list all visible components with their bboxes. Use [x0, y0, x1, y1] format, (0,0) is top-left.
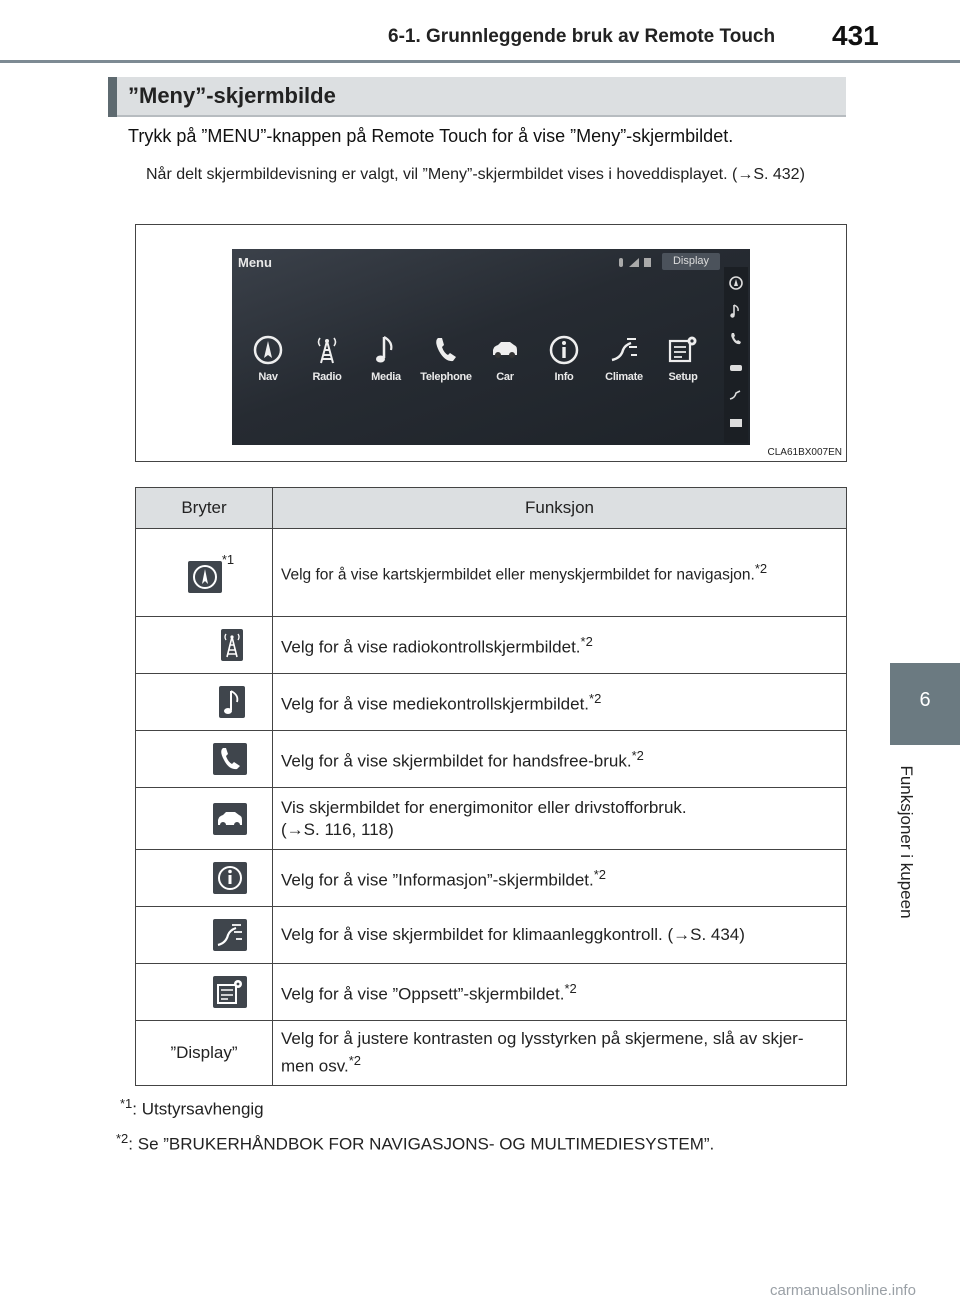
music-note-icon — [219, 686, 245, 718]
footnote-ref: *2 — [589, 691, 602, 707]
table-row — [136, 964, 847, 1021]
menu-icon-row — [236, 333, 716, 403]
watermark: carmanualsonline.info — [770, 1282, 916, 1299]
car-icon — [726, 357, 746, 377]
switch-function-table — [135, 487, 847, 1086]
climate-icon — [607, 333, 641, 367]
setup-icon — [213, 976, 247, 1008]
menu-item-label: Car — [496, 371, 514, 383]
menu-screen — [232, 249, 750, 445]
function-text: Velg for å vise radiokontrollskjermbildet. — [281, 637, 581, 657]
section-heading-text: ”Meny”-skjermbilde — [128, 83, 336, 108]
menu-item-setup[interactable] — [653, 333, 713, 403]
function-cell — [273, 964, 847, 1021]
figure-code: CLA61BX007EN — [767, 447, 842, 458]
table-row — [136, 731, 847, 788]
navigation-icon — [188, 561, 222, 593]
chapter-label: Funksjoner i kupeen — [897, 765, 916, 919]
section-heading — [108, 77, 846, 117]
screen-side-bar — [724, 267, 748, 443]
table-row — [136, 529, 847, 617]
page-number: 431 — [832, 20, 879, 51]
table-header-function: Funksjon — [273, 488, 847, 529]
footnote-ref: *2 — [580, 634, 593, 650]
switch-cell — [136, 529, 273, 617]
climate-icon — [213, 919, 247, 951]
function-text-continued: men osv. — [281, 1056, 349, 1076]
menu-item-label: Climate — [605, 371, 643, 383]
switch-cell — [136, 674, 273, 731]
function-text: Velg for å justere kontrasten og lysstyrken på skjermene, slå av skjer- — [281, 1029, 804, 1049]
navigation-icon — [726, 273, 746, 293]
section-heading-bar — [108, 77, 117, 117]
info-icon — [547, 333, 581, 367]
switch-cell — [136, 907, 273, 964]
function-cell — [273, 529, 847, 617]
status-icons — [617, 255, 657, 272]
info-icon — [213, 862, 247, 894]
menu-item-label: Info — [554, 371, 574, 383]
menu-item-label: Nav — [258, 371, 278, 383]
intro-text: Trykk på ”MENU”-knappen på Remote Touch for å vise ”Meny”-skjermbildet. — [128, 126, 734, 146]
footnote-ref: *2 — [754, 561, 768, 577]
function-text: Velg for å vise skjermbildet for klimaanleggkontroll. (→S. 434) — [281, 925, 745, 944]
chapter-tab — [890, 663, 960, 745]
table-header-switch: Bryter — [136, 488, 273, 529]
table-row — [136, 850, 847, 907]
function-text: Vis skjermbildet for energimonitor eller drivstofforbruk. — [281, 797, 687, 817]
function-cell — [273, 731, 847, 788]
footnote-ref: *2 — [348, 1053, 362, 1069]
car-icon — [213, 803, 247, 835]
phone-icon — [429, 333, 463, 367]
function-cell — [273, 674, 847, 731]
footnote-1 — [120, 1096, 264, 1120]
menu-item-nav[interactable] — [238, 333, 298, 403]
radio-tower-icon — [221, 629, 243, 661]
table-row — [136, 1021, 847, 1086]
menu-item-radio[interactable] — [297, 333, 357, 403]
screen-title: Menu — [238, 255, 272, 270]
footnote-ref: *1 — [221, 551, 235, 567]
switch-cell — [136, 964, 273, 1021]
footnote-mark: *1 — [120, 1096, 133, 1111]
menu-item-label: Radio — [312, 371, 342, 383]
table-header-row — [136, 488, 847, 529]
menu-item-label: Telephone — [420, 371, 472, 383]
display-switch-text: ”Display” — [170, 1043, 238, 1062]
table-row — [136, 674, 847, 731]
footnote-2 — [116, 1131, 714, 1155]
radio-tower-icon — [310, 333, 344, 367]
header-divider — [0, 60, 960, 63]
menu-item-label: Setup — [668, 371, 698, 383]
display-button[interactable]: Display — [662, 253, 720, 270]
switch-cell — [136, 617, 273, 674]
function-cell — [273, 907, 847, 964]
car-icon — [488, 333, 522, 367]
menu-item-info[interactable] — [534, 333, 594, 403]
menu-item-climate[interactable] — [594, 333, 654, 403]
function-text: Velg for å vise ”Oppsett”-skjermbildet. — [281, 984, 565, 1004]
function-cell — [273, 788, 847, 850]
table-row — [136, 788, 847, 850]
phone-icon — [726, 329, 746, 349]
music-note-icon — [369, 333, 403, 367]
footnote-text: : Utstyrsavhengig — [132, 1099, 264, 1119]
footnote-ref: *2 — [631, 748, 644, 764]
function-cell — [273, 617, 847, 674]
music-note-icon — [726, 301, 746, 321]
chapter-label-container — [876, 760, 936, 940]
menu-item-label: Media — [371, 371, 401, 383]
menu-item-telephone[interactable] — [416, 333, 476, 403]
switch-cell — [136, 788, 273, 850]
menu-screen-figure — [135, 224, 847, 462]
menu-item-car[interactable] — [475, 333, 535, 403]
function-cell — [273, 1021, 847, 1086]
function-text: Velg for å vise skjermbildet for handsfree-bruk. — [281, 751, 632, 771]
function-text: Velg for å vise kartskjermbildet eller menyskjermbildet for navigasjon. — [281, 566, 755, 584]
function-text-reference: (→S. 116, 118) — [281, 819, 394, 839]
footnote-text: : Se ”BRUKERHÅNDBOK FOR NAVIGASJONS- OG MULTIMEDIESYSTEM”. — [128, 1134, 715, 1154]
phone-icon — [213, 743, 247, 775]
note-text: Når delt skjermbildevisning er valgt, vil ”Meny”-skjermbildet vises i hoveddisplayet. (→S. 432) — [146, 166, 805, 183]
footnote-mark: *2 — [116, 1131, 129, 1146]
function-text: Velg for å vise ”Informasjon”-skjermbildet. — [281, 870, 594, 890]
chapter-number: 6 — [919, 689, 931, 711]
function-cell — [273, 850, 847, 907]
function-text: Velg for å vise mediekontrollskjermbildet. — [281, 694, 590, 714]
menu-item-media[interactable] — [356, 333, 416, 403]
switch-cell — [136, 850, 273, 907]
setup-icon — [666, 333, 700, 367]
page-header-title: 6-1. Grunnleggende bruk av Remote Touch — [388, 26, 776, 47]
switch-cell — [136, 731, 273, 788]
display-side-icon — [726, 413, 746, 433]
navigation-icon — [251, 333, 285, 367]
footnote-ref: *2 — [593, 867, 607, 883]
table-row — [136, 907, 847, 964]
switch-cell — [136, 1021, 273, 1086]
climate-icon — [726, 385, 746, 405]
footnote-ref: *2 — [564, 981, 577, 997]
table-row — [136, 617, 847, 674]
